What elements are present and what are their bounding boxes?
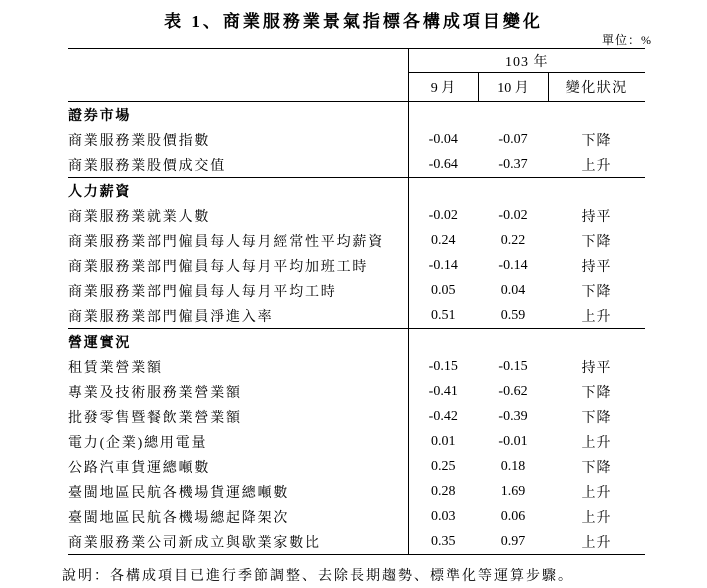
item-label: 商業服務業部門僱員每人每月平均工時 [68,278,408,303]
section-header-row [68,102,645,128]
item-label: 商業服務業股價指數 [68,127,408,152]
change-status: 上升 [581,485,612,501]
change-status: 上升 [581,158,612,174]
header-blank-cell [68,49,408,102]
empty-cell [548,102,645,128]
item-label: 電力(企業)總用電量 [68,429,408,454]
empty-cell [548,329,645,355]
table-row [68,152,645,178]
month-9-value: 0.01 [431,433,456,449]
month-9-value: -0.42 [428,408,458,424]
month-9-value: -0.14 [428,257,458,273]
month-9-value: 0.51 [431,307,456,323]
month-10-value: 0.18 [500,458,526,474]
empty-cell [408,102,478,128]
empty-cell [408,178,478,204]
change-status-header: 變化狀況 [548,73,645,102]
item-label: 商業服務業股價成交值 [68,152,408,178]
month-9-header: 9 月 [408,73,478,102]
month-10-value: 0.59 [500,307,526,323]
change-status: 上升 [581,535,612,551]
item-label: 商業服務業部門僱員淨進入率 [68,303,408,329]
table-row [68,504,645,529]
month-9-value: 0.24 [431,232,456,248]
month-10-value: -0.37 [498,156,528,172]
indicator-table [68,48,645,555]
month-10-value: -0.07 [498,131,528,147]
table-row [68,454,645,479]
table-row [68,127,645,152]
table-row [68,203,645,228]
month-9-value: -0.41 [428,383,458,399]
month-10-value: -0.14 [498,257,528,273]
month-10-value: -0.39 [498,408,528,424]
table-row [68,253,645,278]
month-10-value: -0.01 [498,433,528,449]
month-10-value: 0.97 [500,533,526,549]
change-status: 下降 [581,385,612,401]
footnote: 說明：各構成項目已進行季節調整、去除長期趨勢、標準化等運算步驟。 [62,569,574,584]
header-row-year [68,49,645,73]
empty-cell [478,102,548,128]
item-label: 專業及技術服務業營業額 [68,379,408,404]
change-status: 持平 [581,360,612,376]
empty-cell [478,178,548,204]
month-9-value: 0.28 [431,483,456,499]
change-status: 下降 [581,133,612,149]
table-row [68,529,645,555]
table-row [68,278,645,303]
month-9-value: 0.03 [431,508,456,524]
month-10-value: 0.04 [500,282,526,298]
change-status: 持平 [581,209,612,225]
table-row [68,479,645,504]
table-row [68,228,645,253]
item-label: 商業服務業部門僱員每人每月平均加班工時 [68,253,408,278]
month-10-value: -0.15 [498,358,528,374]
change-status: 上升 [581,309,612,325]
table-row [68,404,645,429]
month-9-value: -0.02 [428,207,458,223]
month-9-value: 0.35 [431,533,456,549]
month-10-header: 10 月 [478,73,548,102]
item-label: 商業服務業公司新成立與歇業家數比 [68,529,408,555]
item-label: 臺閩地區民航各機場總起降架次 [68,504,408,529]
month-9-value: -0.04 [428,131,458,147]
month-9-value: 0.05 [431,282,456,298]
page-title: 表 1、商業服務業景氣指標各構成項目變化 [164,12,543,31]
change-status: 下降 [581,234,612,250]
month-9-value: -0.64 [428,156,458,172]
change-status: 下降 [581,410,612,426]
item-label: 商業服務業就業人數 [68,203,408,228]
change-status: 上升 [581,435,612,451]
change-status: 下降 [581,284,612,300]
month-10-value: -0.02 [498,207,528,223]
item-label: 公路汽車貨運總噸數 [68,454,408,479]
month-9-value: -0.15 [428,358,458,374]
change-status: 上升 [581,510,612,526]
item-label: 租賃業營業額 [68,354,408,379]
empty-cell [478,329,548,355]
month-10-value: 0.06 [500,508,526,524]
table-row [68,429,645,454]
item-label: 商業服務業部門僱員每人每月經常性平均薪資 [68,228,408,253]
section-header-row [68,178,645,204]
month-10-value: -0.62 [498,383,528,399]
change-status: 持平 [581,259,612,275]
section-header: 證券市場 [68,102,408,128]
month-10-value: 0.22 [500,232,526,248]
section-header: 人力薪資 [68,178,408,204]
empty-cell [408,329,478,355]
year-header: 103 年 [408,49,645,73]
empty-cell [548,178,645,204]
month-9-value: 0.25 [431,458,456,474]
table-row [68,354,645,379]
item-label: 批發零售暨餐飲業營業額 [68,404,408,429]
month-10-value: 1.69 [500,483,526,499]
item-label: 臺閩地區民航各機場貨運總噸數 [68,479,408,504]
change-status: 下降 [581,460,612,476]
unit-label: 單位：% [602,33,652,47]
table-row [68,379,645,404]
section-header-row [68,329,645,355]
section-header: 營運實況 [68,329,408,355]
table-row [68,303,645,329]
